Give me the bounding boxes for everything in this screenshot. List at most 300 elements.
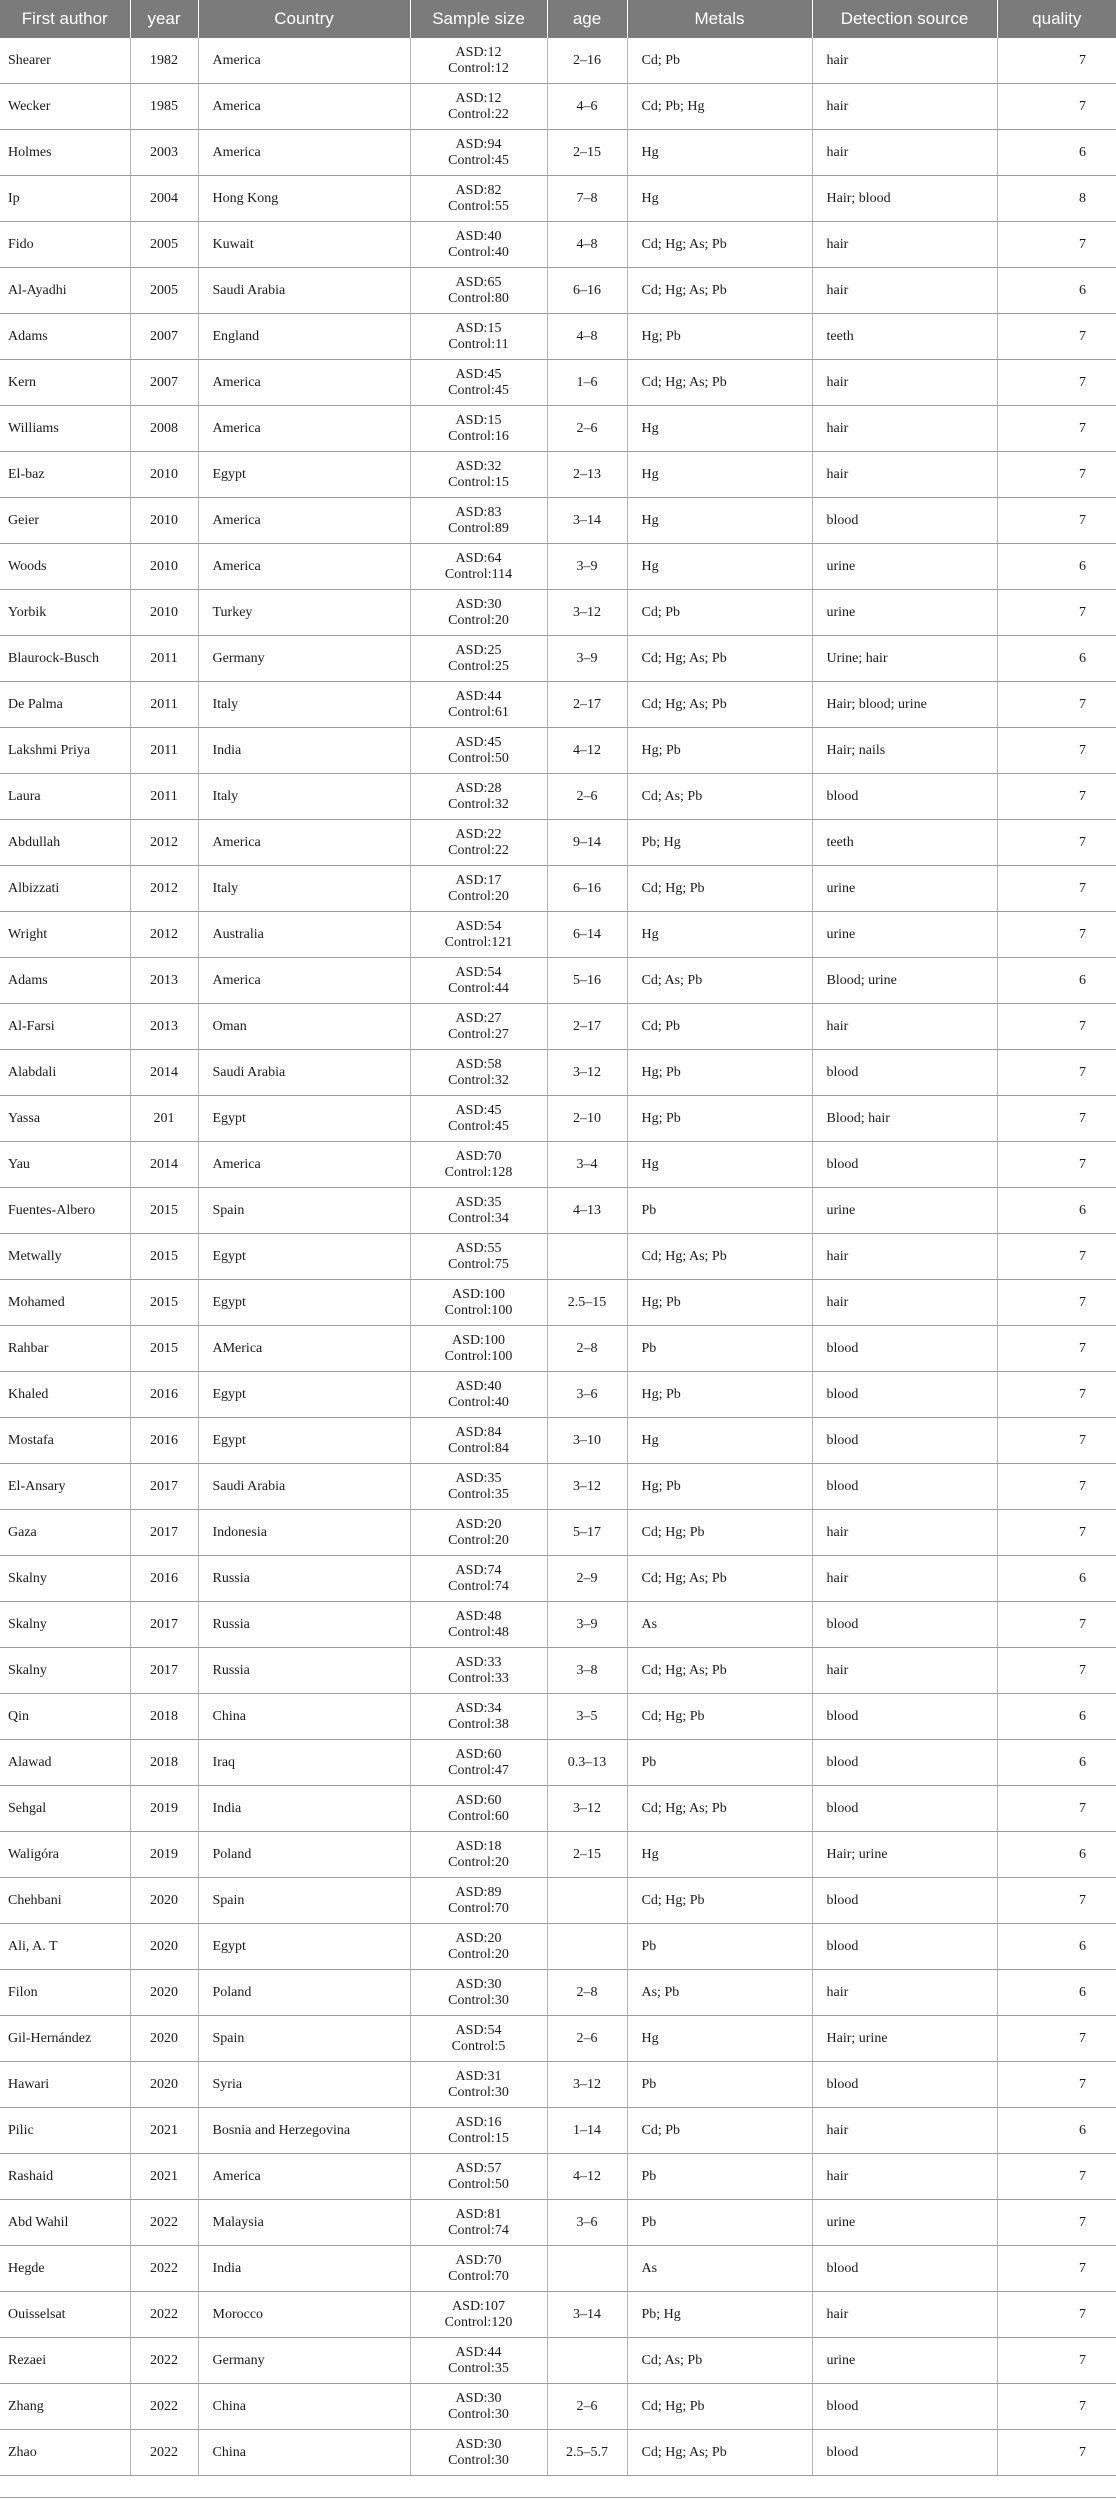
cell-age: 2–8: [547, 1326, 627, 1372]
sample-size-asd: ASD:20: [455, 1930, 502, 1946]
cell-sample-size: [410, 1188, 547, 1234]
cell-quality: 7: [997, 1878, 1116, 1924]
cell-country: China: [198, 1694, 410, 1740]
cell-country: America: [198, 958, 410, 1004]
cell-sample-size: [410, 498, 547, 544]
table-row: [0, 406, 1116, 452]
cell-year: 2018: [130, 1694, 198, 1740]
sample-size-control: Control:30: [448, 2406, 509, 2422]
cell-metals: Pb: [627, 1326, 812, 1372]
cell-year: 2011: [130, 774, 198, 820]
cell-year: 2022: [130, 2200, 198, 2246]
cell-detection-source: blood: [812, 1418, 997, 1464]
sample-size-control: Control:120: [444, 2314, 513, 2330]
cell-first-author: Filon: [0, 1970, 130, 2016]
cell-quality: 7: [997, 2062, 1116, 2108]
cell-quality: 6: [997, 1832, 1116, 1878]
cell-age: [547, 1234, 627, 1280]
sample-size-control: Control:50: [448, 750, 509, 766]
cell-detection-source: Urine; hair: [812, 636, 997, 682]
table-row: [0, 2200, 1116, 2246]
cell-sample-size: [410, 314, 547, 360]
cell-metals: Hg: [627, 130, 812, 176]
sample-size-asd: ASD:15: [455, 412, 502, 428]
sample-size-asd: ASD:74: [455, 1562, 502, 1578]
table-row: [0, 1372, 1116, 1418]
cell-quality: 7: [997, 84, 1116, 130]
cell-metals: Cd; Hg; Pb: [627, 1694, 812, 1740]
cell-year: 2017: [130, 1602, 198, 1648]
cell-detection-source: hair: [812, 130, 997, 176]
cell-quality: 6: [997, 2108, 1116, 2154]
sample-size-control: Control:25: [448, 658, 509, 674]
sample-size-asd: ASD:55: [455, 1240, 502, 1256]
sample-size-asd: ASD:30: [455, 2390, 502, 2406]
cell-country: AMerica: [198, 1326, 410, 1372]
cell-detection-source: hair: [812, 2292, 997, 2338]
cell-sample-size: [410, 774, 547, 820]
table-row: [0, 130, 1116, 176]
cell-year: 2019: [130, 1786, 198, 1832]
cell-sample-size: [410, 1096, 547, 1142]
cell-quality: 6: [997, 1740, 1116, 1786]
cell-first-author: Qin: [0, 1694, 130, 1740]
cell-age: 6–16: [547, 268, 627, 314]
table-row: [0, 2062, 1116, 2108]
sample-size-asd: ASD:31: [455, 2068, 502, 2084]
cell-metals: Pb; Hg: [627, 2292, 812, 2338]
sample-size-control: Control:15: [448, 2130, 509, 2146]
cell-age: 3–9: [547, 544, 627, 590]
cell-first-author: Rezaei: [0, 2338, 130, 2384]
cell-country: Hong Kong: [198, 176, 410, 222]
cell-sample-size: [410, 1878, 547, 1924]
sample-size-control: Control:20: [448, 888, 509, 904]
sample-size-asd: ASD:65: [455, 274, 502, 290]
cell-age: 3–6: [547, 1372, 627, 1418]
cell-detection-source: hair: [812, 1234, 997, 1280]
cell-sample-size: [410, 682, 547, 728]
table-row: [0, 958, 1116, 1004]
cell-detection-source: blood: [812, 774, 997, 820]
cell-detection-source: blood: [812, 1464, 997, 1510]
cell-metals: Cd; As; Pb: [627, 958, 812, 1004]
sample-size-asd: ASD:44: [455, 2344, 502, 2360]
cell-first-author: Ali, A. T: [0, 1924, 130, 1970]
cell-year: 1982: [130, 38, 198, 84]
cell-age: 6–16: [547, 866, 627, 912]
cell-detection-source: hair: [812, 84, 997, 130]
cell-country: Spain: [198, 1188, 410, 1234]
cell-first-author: Adams: [0, 958, 130, 1004]
cell-metals: Pb: [627, 1188, 812, 1234]
cell-age: 2–15: [547, 130, 627, 176]
cell-detection-source: Blood; urine: [812, 958, 997, 1004]
cell-detection-source: urine: [812, 2200, 997, 2246]
cell-detection-source: hair: [812, 360, 997, 406]
cell-quality: 7: [997, 2384, 1116, 2430]
cell-sample-size: [410, 590, 547, 636]
sample-size-asd: ASD:54: [455, 964, 502, 980]
cell-metals: As: [627, 2246, 812, 2292]
cell-first-author: Shearer: [0, 38, 130, 84]
cell-detection-source: hair: [812, 1648, 997, 1694]
cell-metals: Hg: [627, 1418, 812, 1464]
table-bottom-rule: [0, 2497, 1116, 2498]
header-quality: quality: [997, 0, 1116, 38]
cell-year: 2019: [130, 1832, 198, 1878]
cell-quality: 6: [997, 1694, 1116, 1740]
cell-detection-source: hair: [812, 38, 997, 84]
cell-age: 3–14: [547, 498, 627, 544]
cell-quality: 6: [997, 130, 1116, 176]
cell-sample-size: [410, 1142, 547, 1188]
cell-age: 1–6: [547, 360, 627, 406]
cell-country: America: [198, 1142, 410, 1188]
cell-first-author: Gaza: [0, 1510, 130, 1556]
sample-size-asd: ASD:44: [455, 688, 502, 704]
cell-country: Saudi Arabia: [198, 1050, 410, 1096]
cell-age: 2–10: [547, 1096, 627, 1142]
cell-metals: Hg: [627, 176, 812, 222]
cell-country: America: [198, 130, 410, 176]
cell-first-author: Fuentes-Albero: [0, 1188, 130, 1234]
sample-size-asd: ASD:81: [455, 2206, 502, 2222]
table-row: [0, 268, 1116, 314]
cell-quality: 7: [997, 2292, 1116, 2338]
cell-first-author: Holmes: [0, 130, 130, 176]
cell-metals: Cd; Hg; As; Pb: [627, 636, 812, 682]
cell-first-author: Ip: [0, 176, 130, 222]
cell-year: 2020: [130, 1970, 198, 2016]
cell-detection-source: Hair; blood: [812, 176, 997, 222]
sample-size-asd: ASD:27: [455, 1010, 502, 1026]
header-age: age: [547, 0, 627, 38]
sample-size-control: Control:100: [444, 1302, 513, 1318]
cell-metals: Pb: [627, 1924, 812, 1970]
cell-country: Egypt: [198, 1280, 410, 1326]
sample-size-asd: ASD:48: [455, 1608, 502, 1624]
cell-detection-source: blood: [812, 2062, 997, 2108]
cell-year: 2014: [130, 1142, 198, 1188]
cell-metals: Pb: [627, 2154, 812, 2200]
sample-size-control: Control:5: [451, 2038, 506, 2054]
cell-quality: 7: [997, 1050, 1116, 1096]
cell-detection-source: Hair; urine: [812, 2016, 997, 2062]
cell-age: 3–5: [547, 1694, 627, 1740]
table-row: [0, 590, 1116, 636]
cell-sample-size: [410, 1050, 547, 1096]
cell-quality: 6: [997, 958, 1116, 1004]
cell-age: [547, 2338, 627, 2384]
cell-year: 2010: [130, 498, 198, 544]
cell-sample-size: [410, 1464, 547, 1510]
sample-size-asd: ASD:20: [455, 1516, 502, 1532]
cell-sample-size: [410, 1372, 547, 1418]
table-row: [0, 2246, 1116, 2292]
sample-size-asd: ASD:25: [455, 642, 502, 658]
cell-detection-source: teeth: [812, 314, 997, 360]
cell-detection-source: Hair; blood; urine: [812, 682, 997, 728]
table-row: [0, 2338, 1116, 2384]
cell-metals: As; Pb: [627, 1970, 812, 2016]
cell-age: 4–12: [547, 728, 627, 774]
sample-size-control: Control:114: [444, 566, 513, 582]
cell-detection-source: urine: [812, 2338, 997, 2384]
cell-sample-size: [410, 1740, 547, 1786]
cell-age: 2–9: [547, 1556, 627, 1602]
cell-metals: Cd; Pb: [627, 590, 812, 636]
cell-year: 2016: [130, 1418, 198, 1464]
cell-first-author: Gil-Hernández: [0, 2016, 130, 2062]
cell-metals: Cd; Hg; Pb: [627, 866, 812, 912]
cell-country: Bosnia and Herzegovina: [198, 2108, 410, 2154]
cell-sample-size: [410, 2292, 547, 2338]
sample-size-asd: ASD:100: [452, 1332, 505, 1348]
cell-country: Poland: [198, 1970, 410, 2016]
cell-year: 2018: [130, 1740, 198, 1786]
cell-quality: 6: [997, 1970, 1116, 2016]
sample-size-control: Control:30: [448, 2084, 509, 2100]
cell-metals: Cd; Pb: [627, 38, 812, 84]
sample-size-control: Control:45: [448, 1118, 509, 1134]
cell-metals: Cd; Hg; As; Pb: [627, 1556, 812, 1602]
cell-first-author: Yorbik: [0, 590, 130, 636]
cell-year: 2015: [130, 1326, 198, 1372]
table-row: [0, 1786, 1116, 1832]
cell-age: 3–12: [547, 1050, 627, 1096]
cell-quality: 7: [997, 774, 1116, 820]
cell-metals: Cd; Pb; Hg: [627, 84, 812, 130]
cell-first-author: Zhang: [0, 2384, 130, 2430]
cell-detection-source: urine: [812, 544, 997, 590]
sample-size-asd: ASD:33: [455, 1654, 502, 1670]
cell-detection-source: urine: [812, 866, 997, 912]
header-first-author: First author: [0, 0, 130, 38]
cell-country: Syria: [198, 2062, 410, 2108]
cell-metals: Hg; Pb: [627, 1464, 812, 1510]
cell-country: Saudi Arabia: [198, 268, 410, 314]
cell-country: Spain: [198, 1878, 410, 1924]
cell-metals: Cd; Hg; Pb: [627, 1510, 812, 1556]
cell-metals: Hg: [627, 498, 812, 544]
sample-size-asd: ASD:84: [455, 1424, 502, 1440]
cell-country: Germany: [198, 636, 410, 682]
cell-age: 2–6: [547, 2384, 627, 2430]
cell-detection-source: hair: [812, 268, 997, 314]
cell-age: 3–14: [547, 2292, 627, 2338]
cell-quality: 7: [997, 406, 1116, 452]
cell-age: 5–17: [547, 1510, 627, 1556]
cell-country: Egypt: [198, 1372, 410, 1418]
sample-size-asd: ASD:45: [455, 734, 502, 750]
cell-age: 6–14: [547, 912, 627, 958]
sample-size-control: Control:74: [448, 2222, 509, 2238]
cell-sample-size: [410, 636, 547, 682]
cell-sample-size: [410, 1234, 547, 1280]
cell-quality: 7: [997, 866, 1116, 912]
table-row: [0, 1188, 1116, 1234]
cell-first-author: Woods: [0, 544, 130, 590]
cell-year: 2017: [130, 1510, 198, 1556]
cell-country: Turkey: [198, 590, 410, 636]
cell-quality: 7: [997, 1372, 1116, 1418]
cell-detection-source: urine: [812, 1188, 997, 1234]
cell-quality: 7: [997, 2246, 1116, 2292]
cell-country: Russia: [198, 1648, 410, 1694]
cell-quality: 6: [997, 1188, 1116, 1234]
cell-sample-size: [410, 2384, 547, 2430]
sample-size-asd: ASD:94: [455, 136, 502, 152]
cell-sample-size: [410, 1832, 547, 1878]
cell-metals: Cd; Pb: [627, 2108, 812, 2154]
cell-sample-size: [410, 84, 547, 130]
cell-country: Germany: [198, 2338, 410, 2384]
table-row: [0, 1924, 1116, 1970]
cell-country: America: [198, 544, 410, 590]
cell-sample-size: [410, 912, 547, 958]
cell-first-author: Laura: [0, 774, 130, 820]
cell-sample-size: [410, 544, 547, 590]
cell-detection-source: Hair; nails: [812, 728, 997, 774]
cell-metals: Hg; Pb: [627, 1096, 812, 1142]
cell-country: America: [198, 2154, 410, 2200]
sample-size-asd: ASD:82: [455, 182, 502, 198]
cell-quality: 6: [997, 636, 1116, 682]
cell-country: Poland: [198, 1832, 410, 1878]
cell-quality: 6: [997, 268, 1116, 314]
cell-sample-size: [410, 1924, 547, 1970]
table-row: [0, 452, 1116, 498]
cell-sample-size: [410, 38, 547, 84]
cell-country: Indonesia: [198, 1510, 410, 1556]
table-row: [0, 2154, 1116, 2200]
cell-metals: Cd; Hg; As; Pb: [627, 1648, 812, 1694]
cell-age: 2–6: [547, 774, 627, 820]
cell-quality: 8: [997, 176, 1116, 222]
cell-quality: 7: [997, 1142, 1116, 1188]
cell-quality: 7: [997, 452, 1116, 498]
cell-detection-source: hair: [812, 1510, 997, 1556]
cell-detection-source: blood: [812, 1372, 997, 1418]
header-metals: Metals: [627, 0, 812, 38]
cell-sample-size: [410, 2430, 547, 2476]
sample-size-asd: ASD:28: [455, 780, 502, 796]
cell-quality: 7: [997, 1096, 1116, 1142]
cell-country: Australia: [198, 912, 410, 958]
cell-quality: 7: [997, 1280, 1116, 1326]
cell-quality: 7: [997, 728, 1116, 774]
cell-year: 2010: [130, 544, 198, 590]
cell-detection-source: urine: [812, 912, 997, 958]
cell-sample-size: [410, 1418, 547, 1464]
cell-age: 2.5–15: [547, 1280, 627, 1326]
cell-age: 2.5–5.7: [547, 2430, 627, 2476]
cell-country: India: [198, 728, 410, 774]
sample-size-asd: ASD:100: [452, 1286, 505, 1302]
cell-year: 2003: [130, 130, 198, 176]
cell-first-author: Yau: [0, 1142, 130, 1188]
cell-metals: Pb: [627, 2062, 812, 2108]
cell-year: 2005: [130, 222, 198, 268]
cell-quality: 7: [997, 222, 1116, 268]
cell-sample-size: [410, 222, 547, 268]
cell-year: 2022: [130, 2338, 198, 2384]
cell-first-author: Skalny: [0, 1556, 130, 1602]
sample-size-control: Control:32: [448, 1072, 509, 1088]
cell-sample-size: [410, 2200, 547, 2246]
cell-first-author: Skalny: [0, 1648, 130, 1694]
cell-sample-size: [410, 130, 547, 176]
table-row: [0, 544, 1116, 590]
table-row: [0, 1878, 1116, 1924]
cell-metals: Hg; Pb: [627, 1280, 812, 1326]
table-row: [0, 1694, 1116, 1740]
cell-first-author: Khaled: [0, 1372, 130, 1418]
sample-size-control: Control:20: [448, 1854, 509, 1870]
sample-size-control: Control:38: [448, 1716, 509, 1732]
cell-country: Italy: [198, 682, 410, 728]
cell-detection-source: hair: [812, 406, 997, 452]
cell-sample-size: [410, 866, 547, 912]
cell-detection-source: hair: [812, 1556, 997, 1602]
cell-country: Egypt: [198, 1234, 410, 1280]
table-row: [0, 912, 1116, 958]
sample-size-asd: ASD:60: [455, 1746, 502, 1762]
cell-age: [547, 1878, 627, 1924]
cell-quality: 7: [997, 360, 1116, 406]
cell-metals: Cd; Hg; As; Pb: [627, 1786, 812, 1832]
cell-metals: As: [627, 1602, 812, 1648]
sample-size-asd: ASD:35: [455, 1194, 502, 1210]
cell-year: 201: [130, 1096, 198, 1142]
cell-age: 2–6: [547, 2016, 627, 2062]
sample-size-control: Control:47: [448, 1762, 509, 1778]
cell-age: 2–13: [547, 452, 627, 498]
table-row: [0, 1004, 1116, 1050]
table-row: [0, 498, 1116, 544]
cell-year: 2022: [130, 2246, 198, 2292]
cell-first-author: Metwally: [0, 1234, 130, 1280]
cell-metals: Pb: [627, 1740, 812, 1786]
sample-size-control: Control:34: [448, 1210, 509, 1226]
cell-country: Egypt: [198, 452, 410, 498]
table-row: [0, 1096, 1116, 1142]
cell-year: 2016: [130, 1372, 198, 1418]
cell-detection-source: blood: [812, 1050, 997, 1096]
header-sample-size: Sample size: [410, 0, 547, 38]
cell-year: 2022: [130, 2384, 198, 2430]
cell-sample-size: [410, 2246, 547, 2292]
cell-sample-size: [410, 1510, 547, 1556]
cell-quality: 6: [997, 1556, 1116, 1602]
sample-size-asd: ASD:30: [455, 1976, 502, 1992]
cell-first-author: Kern: [0, 360, 130, 406]
cell-quality: 7: [997, 682, 1116, 728]
cell-quality: 7: [997, 590, 1116, 636]
sample-size-asd: ASD:35: [455, 1470, 502, 1486]
cell-first-author: Adams: [0, 314, 130, 360]
sample-size-control: Control:22: [448, 842, 509, 858]
cell-quality: 7: [997, 2200, 1116, 2246]
cell-first-author: Pilic: [0, 2108, 130, 2154]
sample-size-control: Control:70: [448, 1900, 509, 1916]
sample-size-control: Control:75: [448, 1256, 509, 1272]
cell-first-author: Geier: [0, 498, 130, 544]
sample-size-asd: ASD:40: [455, 1378, 502, 1394]
cell-year: 2013: [130, 958, 198, 1004]
table-row: [0, 1510, 1116, 1556]
